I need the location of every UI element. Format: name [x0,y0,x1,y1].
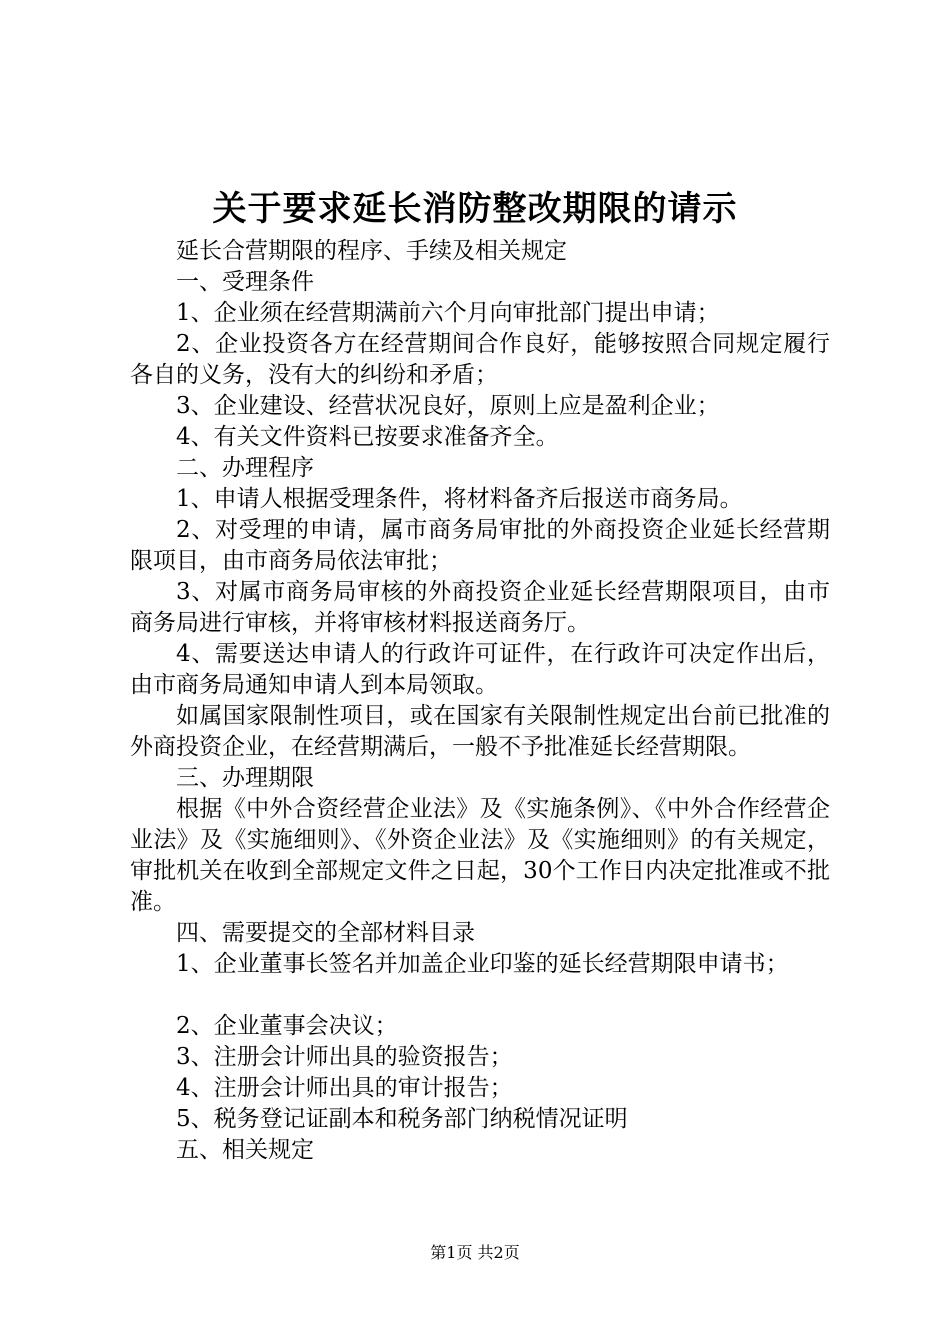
section-heading-2: 二、办理程序 [176,455,314,481]
list-item: 4、注册会计师出具的审计报告； [176,1075,513,1101]
paragraph: 1、企业须在经营期满前六个月向审批部门提出申请； [176,300,720,326]
paragraph: 2、对受理的申请，属市商务局审批的外商投资企业延长经营期限项目，由市商务局依法审批； [130,517,830,574]
section-heading-4: 四、需要提交的全部材料目录 [176,920,475,946]
paragraph: 根据《中外合资经营企业法》及《实施条例》、《中外合作经营企业法》及《实施细则》、《外资企业法》及《实施细则》的有关规定，审批机关在收到全部规定文件之日起，30个工作日内决定批准或不批准。 [130,796,830,915]
list-item: 2、企业董事会决议； [176,1013,398,1039]
paragraph: 如属国家限制性项目，或在国家有关限制性规定出台前已批准的外商投资企业，在经营期满后，一般不予批准延长经营期限。 [130,703,830,760]
section-heading-3: 三、办理期限 [176,765,314,791]
paragraph: 2、企业投资各方在经营期间合作良好，能够按照合同规定履行各自的义务，没有大的纠纷和矛盾； [130,331,830,388]
list-item: 3、注册会计师出具的验资报告； [176,1044,513,1070]
paragraph: 3、对属市商务局审核的外商投资企业延长经营期限项目，由市商务局进行审核，并将审核材料报送商务厅。 [130,579,830,636]
document-title: 关于要求延长消防整改期限的请示 [212,189,738,229]
document-body [130,236,830,1166]
paragraph: 3、企业建设、经营状况良好，原则上应是盈利企业； [176,393,720,419]
list-item: 1、企业董事长签名并加盖企业印鉴的延长经营期限申请书； [176,951,789,977]
intro-heading: 延长合营期限的程序、手续及相关规定 [176,238,567,264]
paragraph: 4、有关文件资料已按要求准备齐全。 [176,424,559,450]
section-heading-1: 一、受理条件 [176,269,314,295]
blank-line [130,980,830,1011]
page-footer: 第1页 共2页 [430,1243,520,1262]
section-heading-5: 五、相关规定 [176,1137,314,1163]
paragraph: 4、需要送达申请人的行政许可证件，在行政许可决定作出后，由市商务局通知申请人到本局领取。 [130,641,830,698]
list-item: 5、税务登记证副本和税务部门纳税情况证明 [176,1106,628,1132]
paragraph: 1、申请人根据受理条件，将材料备齐后报送市商务局。 [176,486,743,512]
